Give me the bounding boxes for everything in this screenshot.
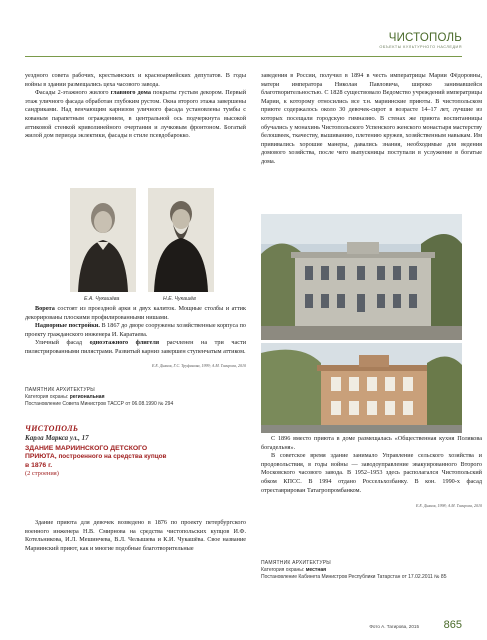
- paragraph: уездного совета рабочих, крестьянских и красноармейских депутатов. В годы войны в здании размещались цеха часового завода.: [25, 72, 246, 88]
- monument-info-regional: [25, 387, 246, 407]
- paragraph: Надворные постройки. В 1867 до дворе сооружены хозяйственные корпуса по проекту гражданского инженера И. Каратаева.: [25, 322, 246, 338]
- photo-credit: Е.Е. Дьяков, 1998; А.М. Тагирова, 2010: [415, 503, 482, 509]
- right-column-bottom: [261, 435, 482, 509]
- portrait-woman-photo: [70, 188, 136, 292]
- monument-decree: Постановление Совета Министров ТАССР от 06.08.1990 № 294: [25, 400, 174, 407]
- portrait-man-image: [148, 188, 214, 292]
- page-number: 865: [443, 619, 462, 631]
- building-image-wing: [261, 343, 462, 433]
- header-rule: [25, 56, 462, 57]
- monument-title: ПАМЯТНИК АРХИТЕКТУРЫ: [261, 560, 331, 566]
- paragraph: Ворота состоят из проездной арки и двух калиток. Мощные столбы и аттик декорированы плоскими профилированными нишами.: [25, 305, 246, 321]
- monument-category: Категория охраны: региональная: [25, 393, 105, 400]
- building-name: ЗДАНИЕ МАРИИНСКОГО ДЕТСКОГО ПРИЮТА, построенного на средства купцов в 1876 г.: [25, 445, 167, 469]
- paragraph: Здание приюта для девочек возведено в 1876 по проекту петербургского военного инженера Н.В. Смирнова на средства чистопольских купцов И.Ф. Котельникова, И.Л. Мешинчева, В.Л. Челышева и К.И. Чукашёва. Свое название Мариинский приют, как и многие подобные благотворительные: [25, 519, 246, 552]
- header-subtitle: ОБЪЕКТЫ КУЛЬТУРНОГО НАСЛЕДИЯ: [379, 45, 462, 49]
- caption-woman: Е.А. Чукашёва: [84, 296, 120, 302]
- left-column-bottom: [25, 519, 246, 553]
- building-note: (2 строения): [25, 470, 59, 478]
- building-photo-wing: [261, 343, 462, 433]
- photo-credit: Е.Е. Дьяков, Г.С. Труфанова, 1999; А.М. Тагирова, 2010: [151, 362, 246, 368]
- monument-category: Категория охраны: местная: [261, 566, 327, 573]
- header-title: ЧИСТОПОЛЬ: [388, 32, 462, 44]
- building-heading: [25, 424, 246, 479]
- paragraph: заведения в России, получил в 1894 в честь императрицы Марии Фёдоровны, матери императора Николая Павловича, широко занимавшейся благотворительностью. С 1828 существовало Ведомство учреждений императрицы Марии, к которому относились все т.н. мариинские приюты. В чистопольском приюте содержалось около 30 девочек-сирот в возрасте 14–17 лет, лучшие из которых посещали городскую гимназию. В стенах же приюта воспитанницы обучались у монахинь Чистопольского Успенского женского монастыря мастерству белошвеек, ткачеству, вышиванию, плетению кружев, хозяйственным навыкам. Им прививались хорошие манеры, давались знания, необходимые для ведения домового хозяйства, после чего выпускницы поступали в услужение в богатые дома.: [261, 72, 482, 165]
- monument-info-local: [261, 560, 482, 580]
- building-image-main: [261, 214, 462, 340]
- right-column-top: [261, 72, 482, 167]
- caption-man: Н.Е. Чукашёв: [163, 296, 196, 302]
- left-column-middle: [25, 305, 246, 369]
- street-address: Карла Маркса ул., 17: [25, 434, 89, 442]
- building-photo-main: [261, 214, 462, 340]
- paragraph: В советское время здание занимало Управление сельского хозяйства и продовольствия, в годы войны — заводоуправление эвакуированного Второго Московского часового завода. В 1952–1953 здесь располагался Чистопольский обком КПСС. В 1994 отдано Россельхозбанку. В кон. 1990-х фасад отреставрирован Татагропромбанком.: [261, 452, 482, 494]
- portrait-woman-image: [70, 188, 136, 292]
- monument-title: ПАМЯТНИК АРХИТЕКТУРЫ: [25, 387, 95, 393]
- city-name: ЧИСТОПОЛЬ: [25, 424, 79, 433]
- monument-decree: Постановление Кабинета Министров Республики Татарстан от 17.02.2011 № 85: [261, 573, 447, 580]
- left-column-top: [25, 72, 246, 141]
- portrait-man-photo: [148, 188, 214, 292]
- footer-photo-credit: Фото А. Тагирова, 2015: [369, 624, 419, 629]
- running-header: [379, 32, 462, 49]
- paragraph: Фасады 2-этажного жилого главного дома покрыты густым декором. Первый этаж уличного фасада обработан глубоким рустом. Окна второго этажа завершены сандриками. Над венчающим карнизом уличного фасада установлены тумбы с кованым парапетным ограждением, в центральной ось подчеркнута высокой аттиковой стенкой криволинейного очертания и лучковым фронтоном. Богатый жилой дом периода эклектики, фасады в стиле псевдобарокко.: [25, 89, 247, 140]
- paragraph: Уличный фасад одноэтажного флигеля расчленен на три части пилястрированными пилястрами. Развитый карниз завершен ступенчатым аттиком.: [25, 339, 247, 355]
- paragraph: С 1896 вместо приюта в доме размещалась «Общественная кухня Полякова богадельня».: [261, 435, 482, 451]
